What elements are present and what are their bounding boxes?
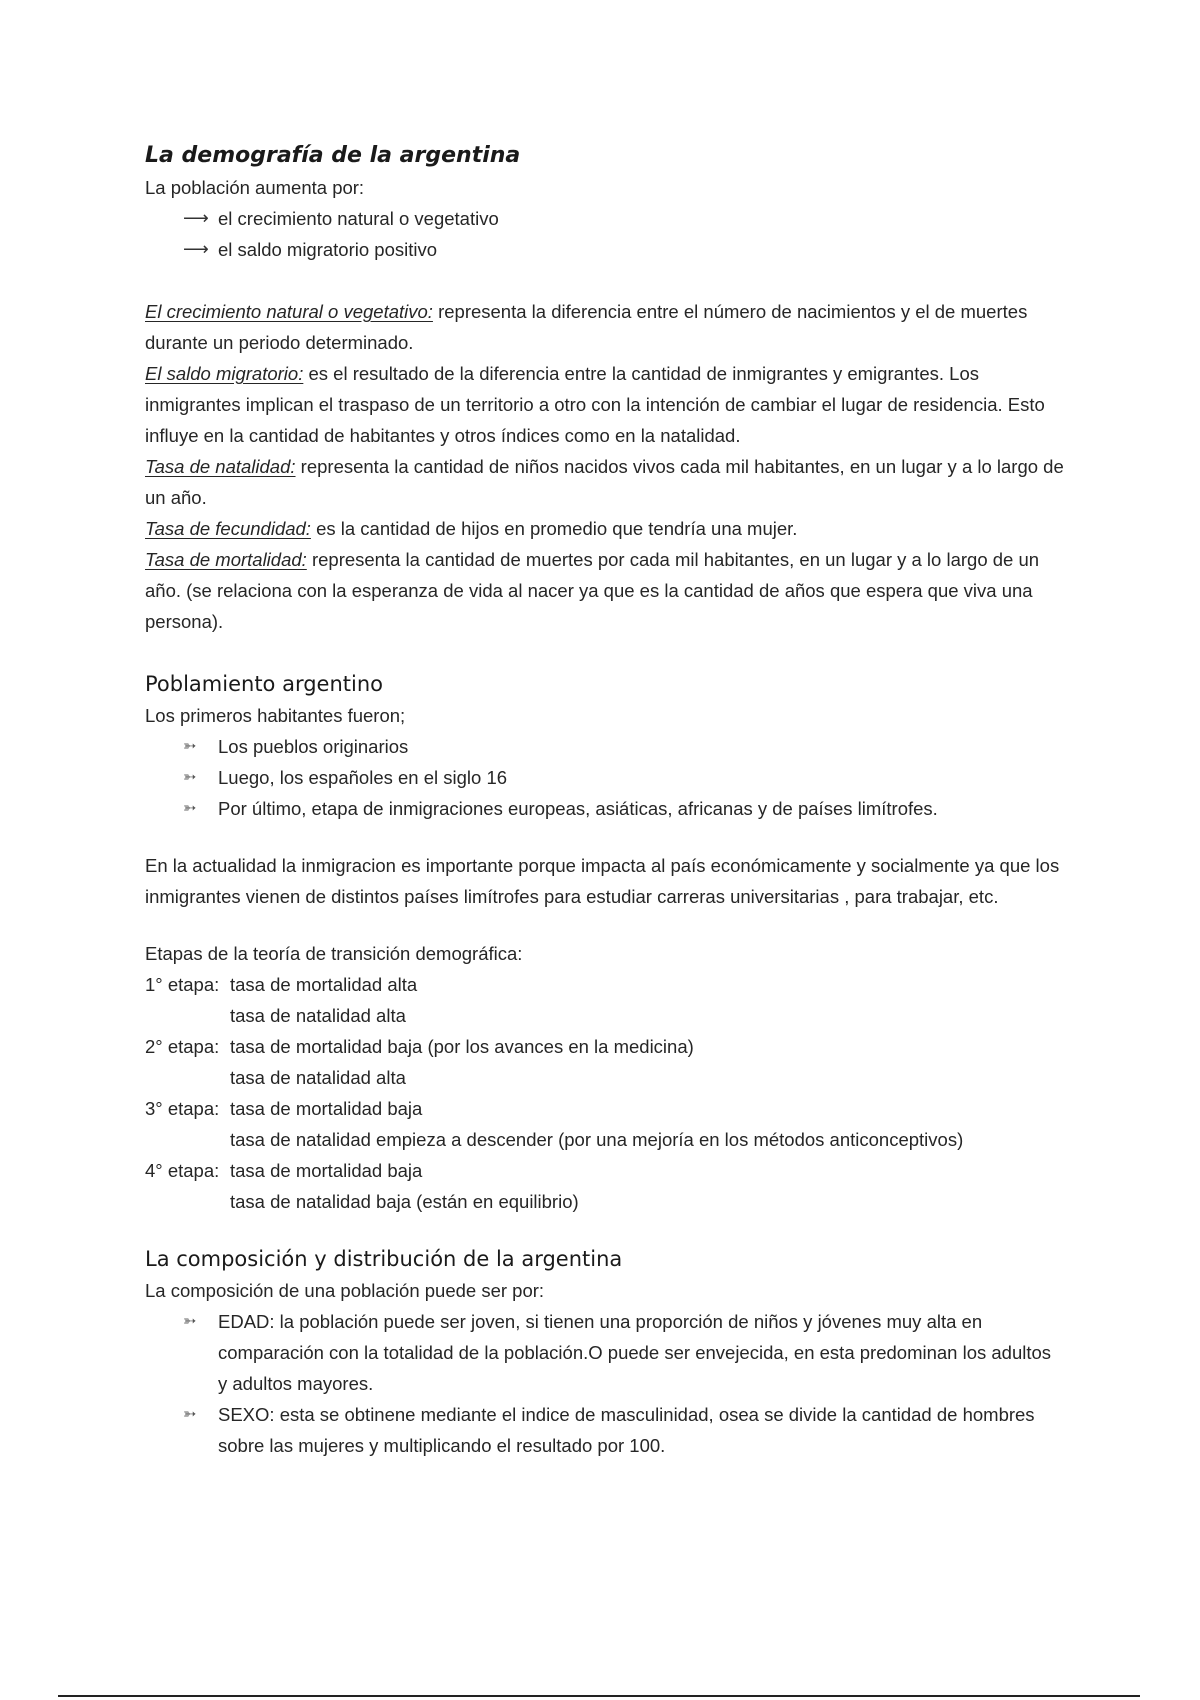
list-item: ➳ Luego, los españoles en el siglo 16 (145, 762, 1065, 793)
feather-arrow-icon: ➳ (183, 738, 197, 755)
list-item: ⟶ el saldo migratorio positivo (145, 234, 1065, 265)
feather-arrow-icon: ➳ (183, 800, 197, 817)
feather-arrow-icon: ➳ (183, 1313, 197, 1330)
stage-row: 1° etapa: tasa de mortalidad alta (145, 974, 418, 995)
document-title: La demografía de la argentina (145, 143, 521, 168)
section-heading-composicion: La composición y distribución de la argentina (145, 1247, 623, 1271)
list-item: ➳ Por último, etapa de inmigraciones europeas, asiáticas, africanas y de países limítrofes. (145, 793, 1065, 824)
stage-row: tasa de natalidad alta (230, 1005, 406, 1026)
transicion-lead: Etapas de la teoría de transición demográfica: (145, 943, 523, 964)
composicion-lead: La composición de una población puede ser por: (145, 1280, 545, 1301)
stage-row: tasa de natalidad baja (están en equilibrio) (230, 1191, 579, 1212)
transition-stages (145, 969, 1065, 1217)
definitions (145, 296, 1065, 637)
intro-lead: La población aumenta por: (145, 177, 365, 198)
section-heading-poblamiento: Poblamiento argentino (145, 672, 383, 696)
stage-row: tasa de natalidad alta (230, 1067, 406, 1088)
list-item: ➳ Los pueblos originarios (145, 731, 1065, 762)
definition-birth-rate: Tasa de natalidad: representa la cantidad de niños nacidos vivos cada mil habitantes, en un lugar y a lo largo de un año. (145, 456, 1064, 508)
arrow-right-icon: ⟶ (183, 208, 209, 228)
list-item: ⟶ el crecimiento natural o vegetativo (145, 203, 1065, 234)
poblamiento-list (145, 731, 1065, 824)
definition-migration-balance: El saldo migratorio: es el resultado de la diferencia entre la cantidad de inmigrantes y emigrantes. Los inmigrantes implican el traspaso de un territorio a otro con la intención de cambiar el lugar de residencia. Esto influye en la cantidad de habitantes y otros índices como en la natalidad. (145, 363, 1045, 446)
poblamiento-lead: Los primeros habitantes fueron; (145, 705, 406, 726)
list-item: ➳ EDAD: la población puede ser joven, si tienen una proporción de niños y jóvenes muy alta en comparación con la totalidad de la población.O puede ser envejecida, en esta predominan los adultos y adultos mayores. (145, 1306, 1065, 1399)
document-page (145, 140, 1065, 1461)
definition-natural-growth: El crecimiento natural o vegetativo: representa la diferencia entre el número de nacimientos y el de muertes durante un periodo determinado. (145, 301, 1028, 353)
definition-fertility-rate: Tasa de fecundidad: es la cantidad de hijos en promedio que tendría una mujer. (145, 518, 798, 539)
stage-row: 4° etapa: tasa de mortalidad baja (145, 1160, 423, 1181)
feather-arrow-icon: ➳ (183, 769, 197, 786)
stage-row: tasa de natalidad empieza a descender (por una mejoría en los métodos anticonceptivos) (230, 1129, 964, 1150)
poblamiento-paragraph: En la actualidad la inmigracion es importante porque impacta al país económicamente y socialmente ya que los inmigrantes vienen de distintos países limítrofes para estudiar carreras universitarias , para trabajar, etc. (145, 855, 1060, 907)
list-item: ➳ SEXO: esta se obtinene mediante el indice de masculinidad, osea se divide la cantidad de hombres sobre las mujeres y multiplicando el resultado por 100. (145, 1399, 1065, 1461)
stage-row: 2° etapa: tasa de mortalidad baja (por los avances en la medicina) (145, 1036, 694, 1057)
composicion-list (145, 1306, 1065, 1461)
feather-arrow-icon: ➳ (183, 1406, 197, 1423)
footer-rule (58, 1695, 1140, 1697)
arrow-right-icon: ⟶ (183, 239, 209, 259)
definition-mortality-rate: Tasa de mortalidad: representa la cantidad de muertes por cada mil habitantes, en un lugar y a lo largo de un año. (se relaciona con la esperanza de vida al nacer ya que es la cantidad de años que espera que viva una persona). (145, 549, 1040, 632)
intro-list (145, 203, 1065, 265)
stage-row: 3° etapa: tasa de mortalidad baja (145, 1098, 423, 1119)
